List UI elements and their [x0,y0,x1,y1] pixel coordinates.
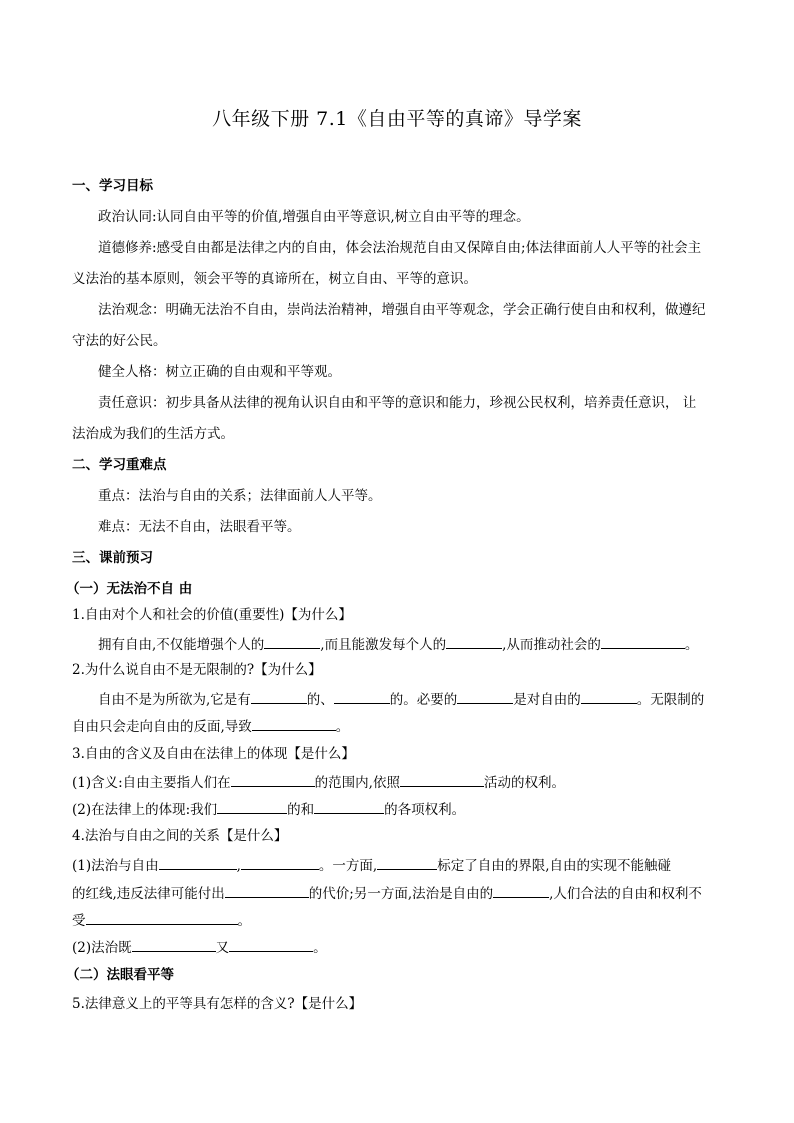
text-fragment: , [236,858,241,874]
fill-blank[interactable] [217,799,287,814]
goal-responsibility-line2: 法治成为我们的生活方式。 [72,426,234,442]
fill-blank[interactable] [334,689,390,704]
question-3-answer-2 [72,799,732,820]
text-fragment: 的。必要的 [389,692,458,708]
text-fragment: (1)含义:自由主要指人们在 [72,775,231,791]
text-fragment: 又 [215,940,230,956]
text-fragment: 。 [335,719,350,735]
text-fragment: ,从而推动社会的 [502,637,601,653]
question-4-answer-2 [72,937,732,958]
fill-blank[interactable] [132,937,216,952]
question-2: 2.为什么说自由不是无限制的?【为什么】 [72,662,322,678]
text-fragment: 的、 [306,692,334,708]
goal-law-line1: 法治观念：明确无法治不自由，崇尚法治精神，增强自由平等观念，学会正确行使自由和权利，做遵纪 [98,302,706,318]
text-fragment: 。 [313,940,327,956]
fill-blank[interactable] [252,716,336,731]
goal-personality: 健全人格：树立正确的自由观和平等观。 [98,364,341,380]
question-1-answer [98,634,732,655]
text-fragment: (2)法治既 [72,940,132,956]
page-title: 八年级下册 7.1《自由平等的真谛》导学案 [212,108,582,130]
section-heading-key-points: 二、学习重难点 [72,457,167,473]
text-fragment: ,人们合法的自由和权利不 [549,886,702,902]
section-heading-goals: 一、学习目标 [72,178,153,194]
fill-blank[interactable] [314,799,384,814]
text-fragment: 标定了自由的界限,自由的实现不能触碰 [437,858,672,874]
question-5: 5.法律意义上的平等具有怎样的含义?【是什么】 [72,996,363,1012]
fill-blank[interactable] [86,910,238,925]
question-1: 1.自由对个人和社会的价值(重要性)【为什么】 [72,607,352,623]
question-3-answer-1 [72,772,732,793]
question-3: 3.自由的含义及自由在法律上的体现【是什么】 [72,746,355,762]
fill-blank[interactable] [457,689,513,704]
text-fragment: 是对自由的 [513,692,581,708]
question-4: 4.法治与自由之间的关系【是什么】 [72,828,288,844]
text-fragment: 的各项权利。 [384,802,466,818]
question-4-answer-line1 [72,855,732,876]
fill-blank[interactable] [229,937,313,952]
fill-blank[interactable] [446,634,502,649]
fill-blank[interactable] [377,855,437,870]
text-fragment: 的红线,违反法律可能付出 [72,886,225,902]
subsection-heading-1: （一）无法治不自 由 [66,581,193,597]
fill-blank[interactable] [264,634,320,649]
fill-blank[interactable] [159,855,237,870]
text-fragment: 受 [72,913,86,929]
goal-political: 政治认同:认同自由平等的价值,增强自由平等意识,树立自由平等的理念。 [98,209,530,225]
text-fragment: 的代价;另一方面,法治是自由的 [308,886,494,902]
text-fragment: (1)法治与自由 [72,858,159,874]
difficult-point: 难点：无法不自由，法眼看平等。 [98,519,301,535]
text-fragment: ,而且能激发每个人的 [320,637,447,653]
fill-blank[interactable] [241,855,319,870]
fill-blank[interactable] [225,883,309,898]
fill-blank[interactable] [601,634,685,649]
fill-blank[interactable] [400,772,484,787]
fill-blank[interactable] [251,689,307,704]
question-4-answer-line2 [72,883,732,904]
goal-moral-line1: 道德修养:感受自由都是法律之内的自由，体会法治规范自由又保障自由;体法律面前人人平等的社会主 [98,240,702,256]
text-fragment: 自由不是为所欲为,它是有 [98,692,251,708]
text-fragment: 自由只会走向自由的反面,导致 [72,719,252,735]
text-fragment: 活动的权利。 [483,775,565,791]
fill-blank[interactable] [581,689,637,704]
goal-responsibility-line1: 责任意识：初步具备从法律的视角认识自由和平等的意识和能力，珍视公民权利，培养责任意识， 让 [98,395,697,411]
section-heading-preview: 三、课前预习 [72,550,153,566]
subsection-heading-2: （二）法眼看平等 [66,967,174,983]
question-4-answer-line3 [72,910,732,931]
text-fragment: 拥有自由,不仅能增强个人的 [98,637,265,653]
question-2-answer-line1 [98,689,732,710]
goal-moral-line2: 义法治的基本原则，领会平等的真谛所在，树立自由、平等的意识。 [72,271,477,287]
text-fragment: 的范围内,依照 [314,775,400,791]
text-fragment: 的和 [287,802,315,818]
text-fragment: 。 [237,913,251,929]
key-point: 重点：法治与自由的关系；法律面前人人平等。 [98,488,382,504]
text-fragment: 。一方面, [318,858,378,874]
fill-blank[interactable] [493,883,549,898]
text-fragment: (2)在法律上的体现:我们 [72,802,218,818]
fill-blank[interactable] [231,772,315,787]
text-fragment: 。 [684,637,699,653]
goal-law-line2: 守法的好公民。 [72,333,167,349]
question-2-answer-line2 [72,716,732,737]
text-fragment: 。无限制的 [636,692,705,708]
